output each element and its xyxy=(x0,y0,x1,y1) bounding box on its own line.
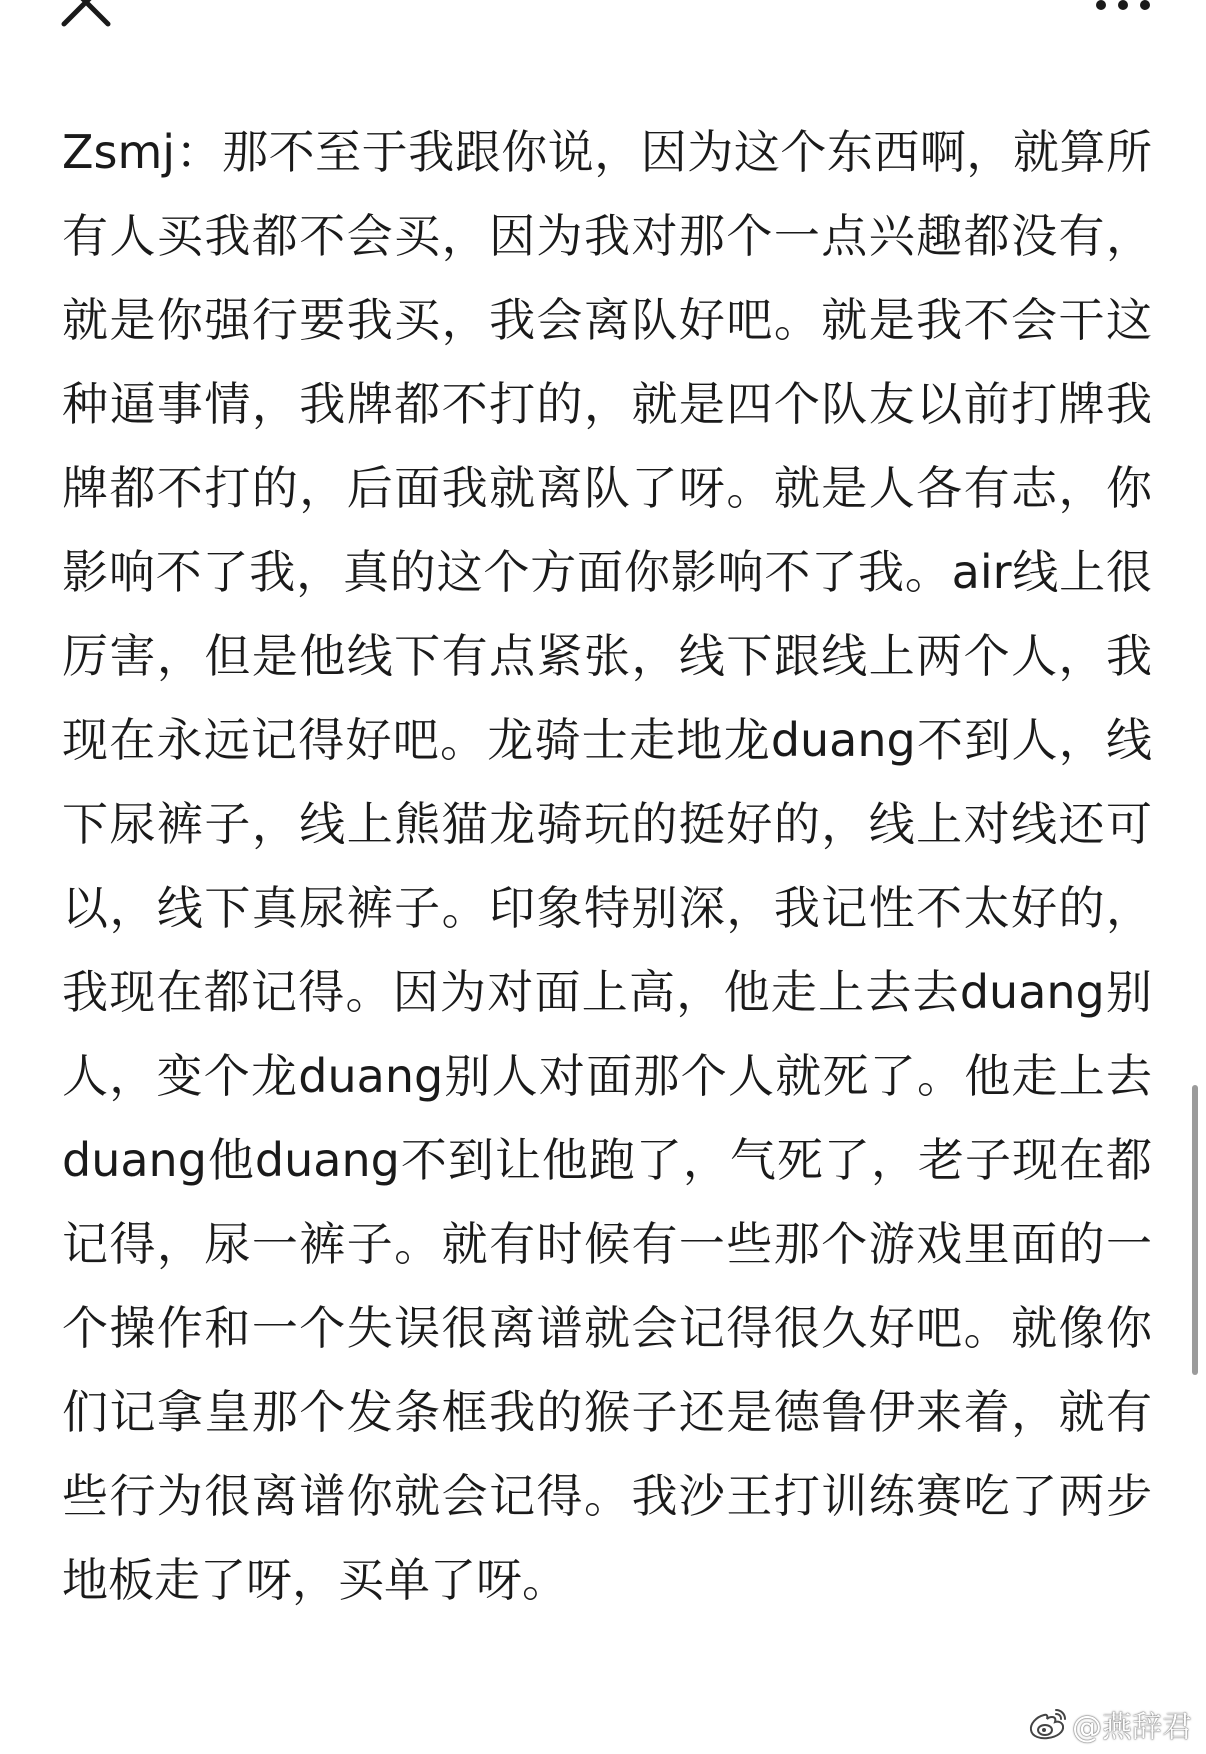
watermark-text: @燕辞君 xyxy=(1072,1710,1192,1745)
close-icon xyxy=(60,0,112,28)
more-icon xyxy=(1092,0,1154,20)
watermark xyxy=(1028,1702,1192,1746)
scrollbar[interactable] xyxy=(1192,1085,1198,1375)
weibo-icon xyxy=(1028,1707,1068,1741)
close-button[interactable] xyxy=(60,0,112,28)
article-text: Zsmj：那不至于我跟你说，因为这个东西啊，就算所有人买我都不会买，因为我对那个一点兴趣都没有，就是你强行要我买，我会离队好吧。就是我不会干这种逼事情，我牌都不打的，就是四个队友以前打牌我牌都不打的，后面我就离队了呀。就是人各有志，你影响不了我，真的这个方面你影响不了我。air线上很厉害，但是他线下有点紧张，线下跟线上两个人，我现在永远记得好吧。龙骑士走地龙duang不到人，线下尿裤子，线上熊猫龙骑玩的挺好的，线上对线还可以，线下真尿裤子。印象特别深，我记性不太好的，我现在都记得。因为对面上高，他走上去去duang别人，变个龙duang别人对面那个人就死了。他走上去duang他duang不到让他跑了，气死了，老子现在都记得，尿一裤子。就有时候有一些那个游戏里面的一个操作和一个失误很离谱就会记得很久好吧。就像你们记拿皇那个发条框我的猴子还是德鲁伊来着，就有些行为很离谱你就会记得。我沙王打训练赛吃了两步地板走了呀，买单了呀。 xyxy=(62,125,1152,1607)
top-bar xyxy=(0,0,1206,40)
more-button[interactable] xyxy=(1092,0,1154,20)
